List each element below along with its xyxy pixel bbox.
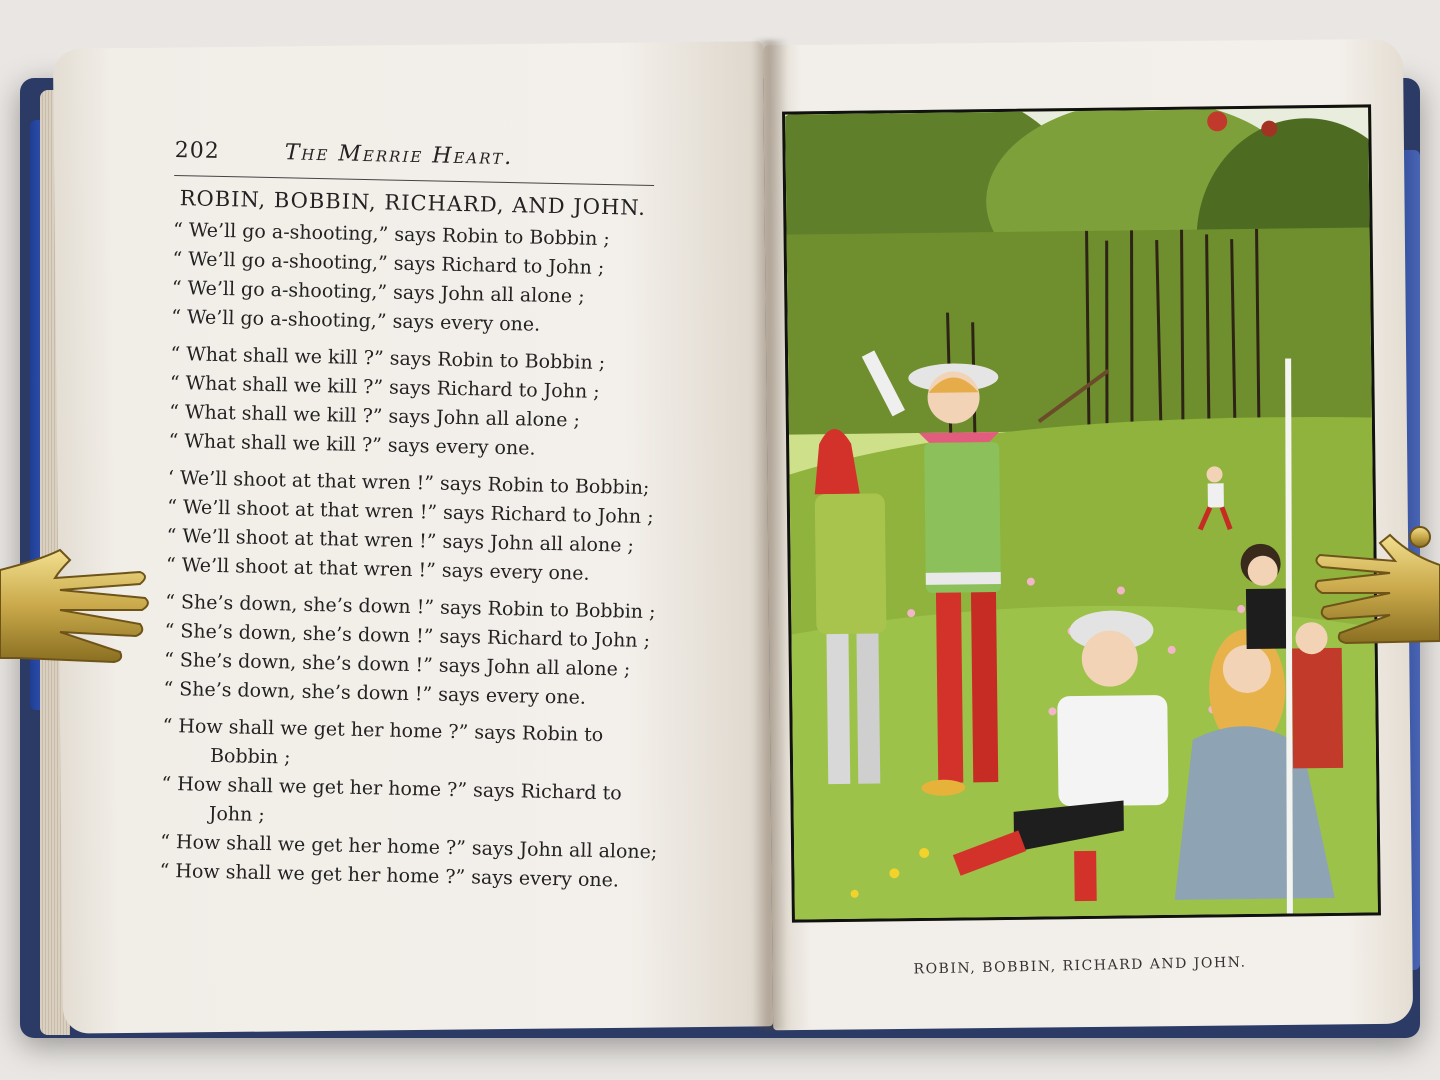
stanza <box>171 216 693 343</box>
poem-line-continuation: Bobbin ; <box>209 744 291 769</box>
poem-line: “ We’ll go a-shooting,” says every one. <box>171 305 541 336</box>
color-plate-illustration <box>782 104 1381 922</box>
stanza <box>166 464 688 591</box>
poem-line-continuation: John ; <box>208 802 266 827</box>
poem-line: “ She’s down, she’s down !” says Robin to Bobbin ; <box>165 590 656 624</box>
poem-line: “ What shall we kill ?” says every one. <box>168 429 536 460</box>
page-number: 202 <box>174 138 220 164</box>
poem-line: “ We’ll go a-shooting,” says Robin to Bobbin ; <box>172 218 611 251</box>
header-rule <box>174 175 654 186</box>
stanza <box>159 712 683 897</box>
poem-line: “ She’s down, she’s down !” says Richard to John ; <box>164 619 651 653</box>
poem-line: “ She’s down, she’s down !” says John all alone ; <box>163 648 631 681</box>
poem-line: “ She’s down, she’s down !” says every one. <box>163 677 587 709</box>
stanza <box>163 588 685 715</box>
stanza <box>168 340 690 467</box>
poem-line: “ We’ll go a-shooting,” says John all alone ; <box>171 276 585 308</box>
poem-line: “ We’ll shoot at that wren !” says John all alone ; <box>166 524 635 557</box>
poem-line: “ We’ll shoot at that wren !” says every one. <box>165 553 590 585</box>
poem-line: “ What shall we kill ?” says Robin to Bobbin ; <box>170 342 606 375</box>
poem-line: ‘ We’ll shoot at that wren !” says Robin to Bobbin; <box>167 466 650 500</box>
poem-title: ROBIN, BOBBIN, RICHARD, AND JOHN. <box>179 186 647 220</box>
poem-line: “ What shall we kill ?” says John all alone ; <box>169 400 581 432</box>
poem-line: “ We’ll go a-shooting,” says Richard to John ; <box>172 247 605 280</box>
poem-line: “ We’ll shoot at that wren !” says Richard to John ; <box>167 495 654 529</box>
brass-hand-clip-left <box>0 540 160 690</box>
poem-text-block <box>159 138 695 905</box>
plate-caption: ROBIN, BOBBIN, RICHARD AND JOHN. <box>913 954 1247 978</box>
brass-hand-clip-right <box>1310 525 1440 665</box>
poem-line: “ What shall we kill ?” says Richard to John ; <box>169 371 600 403</box>
poem-line: “ How shall we get her home ?” says every one. <box>159 859 620 892</box>
illustration-art <box>785 107 1378 919</box>
running-title: The Merrie Heart. <box>284 140 514 171</box>
poem-line: “ How shall we get her home ?” says Robin to <box>162 714 604 747</box>
poem-line: “ How shall we get her home ?” says John all alone; <box>160 830 658 864</box>
poem-line: “ How shall we get her home ?” says Richard to <box>161 772 622 805</box>
